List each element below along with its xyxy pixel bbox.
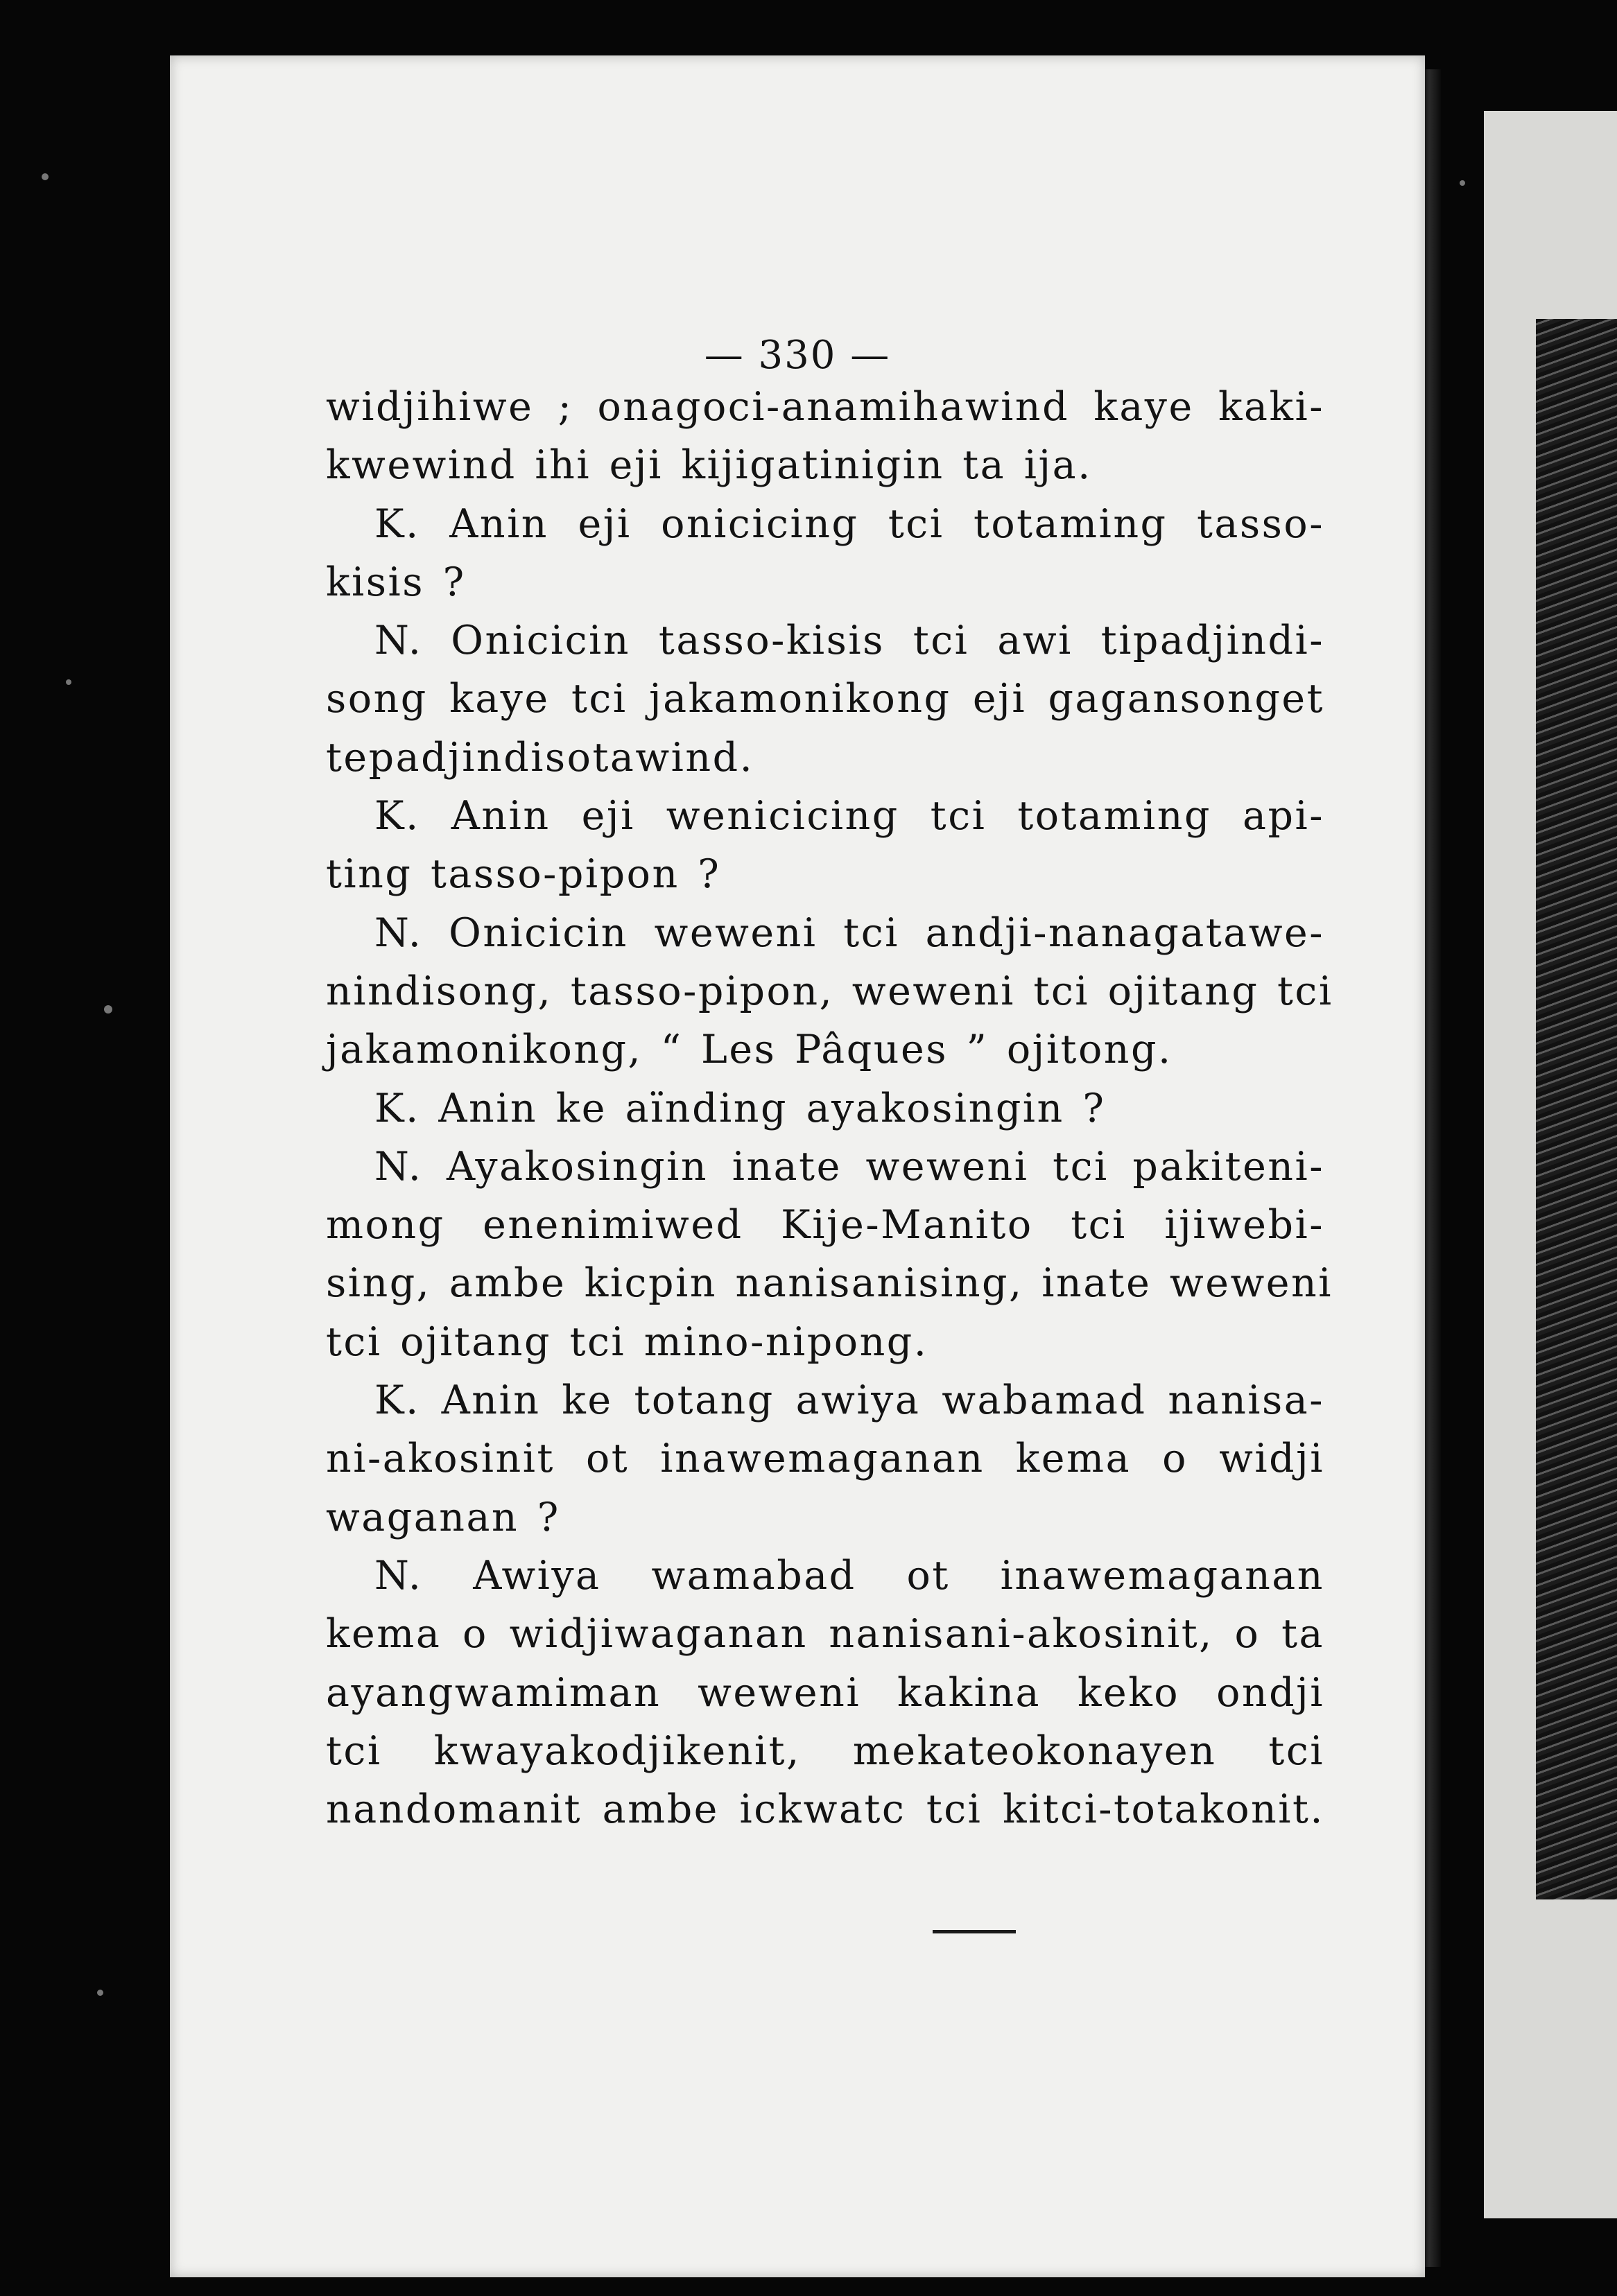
text-line: ting tasso-pipon ? bbox=[326, 851, 721, 898]
text-line: nandomanit ambe ickwatc tci kitci-totakonit. bbox=[326, 1786, 1324, 1833]
scan-speck bbox=[1460, 180, 1465, 186]
text-line: N. Awiya wamabad ot inawemaganan bbox=[374, 1552, 1324, 1599]
text-line: ni-akosinit ot inawemaganan kema o widji bbox=[326, 1436, 1324, 1482]
text-line: song kaye tci jakamonikong eji gagansonget bbox=[326, 676, 1324, 722]
text-line: tci kwayakodjikenit, mekateokonayen tci bbox=[326, 1728, 1324, 1774]
text-line: ayangwamiman weweni kakina keko ondji bbox=[326, 1669, 1324, 1716]
page-number: — 330 — bbox=[704, 333, 891, 378]
text-line: K. Anin ke totang awiya wabamad nanisa- bbox=[374, 1377, 1324, 1424]
scan-speck bbox=[97, 1990, 103, 1996]
end-rule bbox=[933, 1930, 1016, 1933]
text-line: N. Onicicin weweni tci andji-nanagatawe- bbox=[374, 910, 1324, 956]
text-line: nindisong, tasso-pipon, weweni tci ojitang tci bbox=[326, 968, 1333, 1014]
text-line: N. Onicicin tasso-kisis tci awi tipadjindi- bbox=[374, 618, 1324, 664]
text-line: K. Anin eji onicicing tci totaming tasso- bbox=[374, 501, 1324, 547]
text-line: kisis ? bbox=[326, 559, 466, 605]
text-line: widjihiwe ; onagoci-anamihawind kaye kaki- bbox=[326, 384, 1324, 430]
scan-speck bbox=[42, 173, 49, 180]
scan-speck bbox=[104, 1005, 112, 1014]
text-line: kwewind ihi eji kijigatinigin ta ija. bbox=[326, 442, 1092, 489]
text-line: N. Ayakosingin inate weweni tci pakiteni- bbox=[374, 1143, 1324, 1190]
text-line: kema o widjiwaganan nanisani-akosinit, o ta bbox=[326, 1611, 1324, 1658]
text-line: tepadjindisotawind. bbox=[326, 734, 754, 781]
scan-speck bbox=[66, 679, 71, 685]
text-line: sing, ambe kicpin nanisanising, inate weweni bbox=[326, 1260, 1333, 1307]
page-text bbox=[326, 378, 1333, 1838]
text-line: K. Anin ke aïnding ayakosingin ? bbox=[374, 1085, 1106, 1131]
text-line: K. Anin eji wenicicing tci totaming api- bbox=[374, 793, 1324, 840]
text-line: tci ojitang tci mino-nipong. bbox=[326, 1319, 928, 1365]
text-line: waganan ? bbox=[326, 1494, 560, 1540]
text-line: jakamonikong, “ Les Pâques ” ojitong. bbox=[326, 1027, 1173, 1073]
text-line: mong enenimiwed Kije-Manito tci ijiwebi- bbox=[326, 1202, 1324, 1249]
facing-page-engraving bbox=[1536, 319, 1617, 1899]
